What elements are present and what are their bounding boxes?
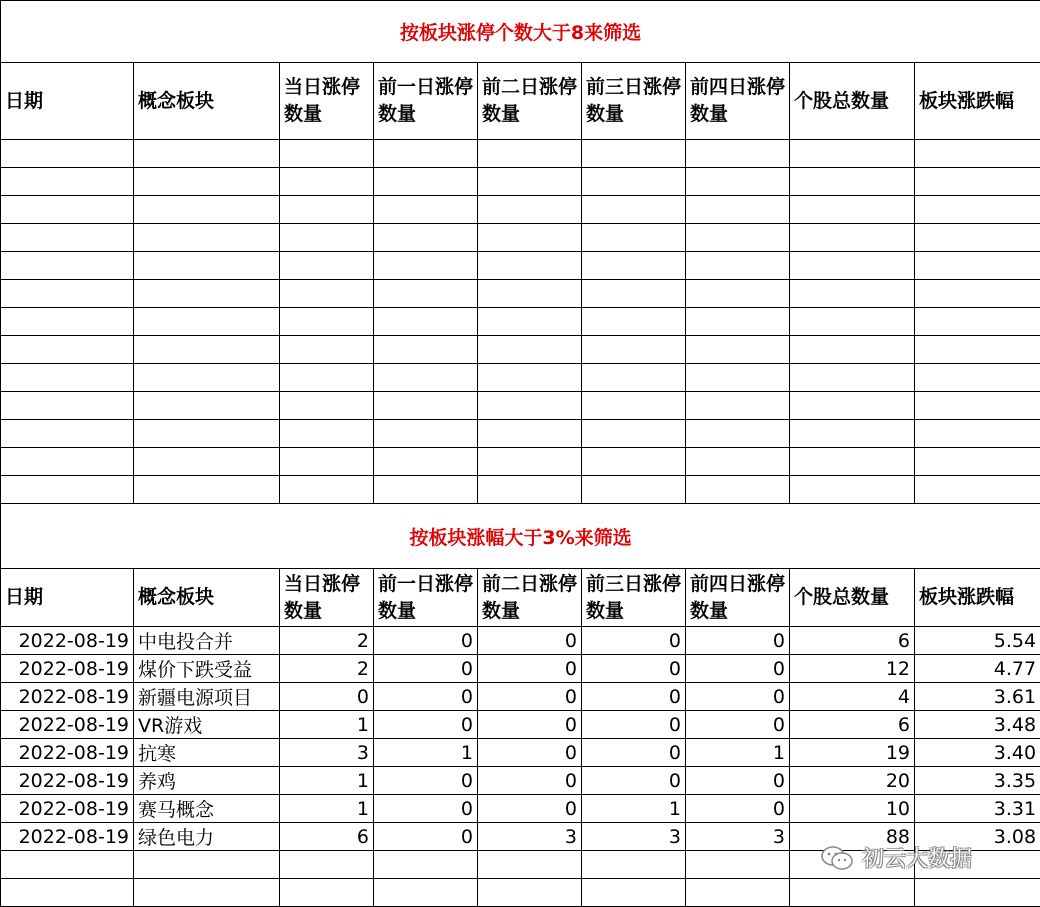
empty-row: [1, 420, 1040, 448]
table-row: [1, 711, 1040, 739]
empty-cell[interactable]: [478, 392, 582, 420]
empty-cell[interactable]: [134, 140, 280, 168]
empty-cell[interactable]: [280, 476, 374, 504]
empty-cell[interactable]: [915, 140, 1040, 168]
cell-limitup-d1[interactable]: 0: [374, 767, 478, 795]
empty-cell[interactable]: [280, 364, 374, 392]
empty-cell[interactable]: [915, 196, 1040, 224]
empty-cell[interactable]: [134, 196, 280, 224]
cell-limitup-d4[interactable]: 1: [686, 739, 790, 767]
empty-cell[interactable]: [134, 364, 280, 392]
cell-change-pct[interactable]: 3.31: [915, 795, 1040, 823]
empty-cell[interactable]: [374, 851, 478, 879]
empty-cell[interactable]: [790, 168, 915, 196]
empty-cell[interactable]: [686, 252, 790, 280]
empty-cell[interactable]: [134, 168, 280, 196]
empty-cell[interactable]: [790, 336, 915, 364]
cell-date[interactable]: 2022-08-19: [1, 739, 134, 767]
cell-limitup-d1[interactable]: 1: [374, 739, 478, 767]
cell-concept[interactable]: 绿色电力: [134, 823, 280, 851]
cell-limitup-today[interactable]: 0: [280, 683, 374, 711]
empty-row: [1, 392, 1040, 420]
empty-cell[interactable]: [478, 851, 582, 879]
empty-cell[interactable]: [280, 308, 374, 336]
cell-stock-count[interactable]: 6: [790, 711, 915, 739]
empty-cell[interactable]: [478, 252, 582, 280]
empty-cell[interactable]: [1, 252, 134, 280]
empty-cell[interactable]: [915, 280, 1040, 308]
empty-cell[interactable]: [280, 224, 374, 252]
empty-cell[interactable]: [915, 476, 1040, 504]
empty-row: [1, 879, 1040, 907]
cell-change-pct[interactable]: 3.08: [915, 823, 1040, 851]
cell-concept[interactable]: 抗寒: [134, 739, 280, 767]
empty-cell[interactable]: [280, 448, 374, 476]
empty-cell[interactable]: [582, 168, 686, 196]
header-limitup-d1[interactable]: 前一日涨停数量: [374, 63, 478, 140]
table-row: [1, 683, 1040, 711]
cell-limitup-d3[interactable]: 0: [582, 711, 686, 739]
empty-cell[interactable]: [1, 168, 134, 196]
empty-row: [1, 476, 1040, 504]
cell-limitup-d4[interactable]: 0: [686, 711, 790, 739]
cell-limitup-d4[interactable]: 0: [686, 795, 790, 823]
cell-limitup-d4[interactable]: 0: [686, 683, 790, 711]
cell-limitup-d4[interactable]: 0: [686, 767, 790, 795]
empty-cell[interactable]: [686, 140, 790, 168]
cell-limitup-today[interactable]: 1: [280, 767, 374, 795]
empty-row: [1, 364, 1040, 392]
cell-date[interactable]: 2022-08-19: [1, 711, 134, 739]
empty-row: [1, 168, 1040, 196]
table-row: [1, 627, 1040, 655]
empty-cell[interactable]: [1, 879, 134, 907]
header-limitup-d4[interactable]: 前四日涨停数量: [686, 63, 790, 140]
empty-cell[interactable]: [374, 476, 478, 504]
empty-cell[interactable]: [582, 280, 686, 308]
header-concept[interactable]: 概念板块: [134, 569, 280, 627]
cell-limitup-today[interactable]: 1: [280, 711, 374, 739]
cell-concept[interactable]: VR游戏: [134, 711, 280, 739]
empty-cell[interactable]: [790, 140, 915, 168]
empty-cell[interactable]: [1, 392, 134, 420]
empty-cell[interactable]: [280, 879, 374, 907]
section1-header-row: [1, 63, 1040, 140]
cell-limitup-d2[interactable]: 0: [478, 795, 582, 823]
empty-cell[interactable]: [280, 336, 374, 364]
empty-cell[interactable]: [686, 879, 790, 907]
empty-cell[interactable]: [1, 420, 134, 448]
empty-cell[interactable]: [280, 140, 374, 168]
empty-cell[interactable]: [134, 336, 280, 364]
empty-cell[interactable]: [686, 851, 790, 879]
section2-header-row: [1, 569, 1040, 627]
cell-limitup-d2[interactable]: 3: [478, 823, 582, 851]
empty-cell[interactable]: [280, 420, 374, 448]
empty-cell[interactable]: [790, 224, 915, 252]
header-limitup-d3[interactable]: 前三日涨停数量: [582, 569, 686, 627]
empty-cell[interactable]: [134, 308, 280, 336]
cell-change-pct[interactable]: 3.40: [915, 739, 1040, 767]
empty-cell[interactable]: [280, 252, 374, 280]
cell-concept[interactable]: 中电投合并: [134, 627, 280, 655]
empty-cell[interactable]: [374, 420, 478, 448]
table-row: [1, 655, 1040, 683]
empty-cell[interactable]: [374, 392, 478, 420]
empty-cell[interactable]: [374, 252, 478, 280]
empty-row: [1, 196, 1040, 224]
empty-cell[interactable]: [582, 420, 686, 448]
cell-limitup-d2[interactable]: 0: [478, 655, 582, 683]
empty-cell[interactable]: [686, 224, 790, 252]
cell-limitup-d4[interactable]: 0: [686, 655, 790, 683]
cell-stock-count[interactable]: 10: [790, 795, 915, 823]
empty-cell[interactable]: [134, 420, 280, 448]
section1-title[interactable]: 按板块涨停个数大于8来筛选: [1, 1, 1040, 63]
empty-cell[interactable]: [478, 140, 582, 168]
empty-cell[interactable]: [1, 851, 134, 879]
empty-cell[interactable]: [582, 851, 686, 879]
empty-cell[interactable]: [374, 364, 478, 392]
cell-limitup-d4[interactable]: 3: [686, 823, 790, 851]
header-limitup-d3[interactable]: 前三日涨停数量: [582, 63, 686, 140]
empty-cell[interactable]: [478, 364, 582, 392]
empty-cell[interactable]: [1, 448, 134, 476]
empty-cell[interactable]: [790, 308, 915, 336]
cell-limitup-d2[interactable]: 0: [478, 683, 582, 711]
cell-concept[interactable]: 养鸡: [134, 767, 280, 795]
cell-change-pct[interactable]: 3.35: [915, 767, 1040, 795]
empty-cell[interactable]: [280, 280, 374, 308]
empty-cell[interactable]: [582, 448, 686, 476]
empty-cell[interactable]: [686, 168, 790, 196]
cell-date[interactable]: 2022-08-19: [1, 655, 134, 683]
empty-cell[interactable]: [686, 308, 790, 336]
empty-cell[interactable]: [374, 168, 478, 196]
empty-cell[interactable]: [790, 476, 915, 504]
empty-cell[interactable]: [374, 308, 478, 336]
header-limitup-d2[interactable]: 前二日涨停数量: [478, 63, 582, 140]
cell-limitup-d1[interactable]: 0: [374, 823, 478, 851]
header-limitup-d1[interactable]: 前一日涨停数量: [374, 569, 478, 627]
empty-cell[interactable]: [478, 448, 582, 476]
empty-cell[interactable]: [582, 308, 686, 336]
empty-row: [1, 308, 1040, 336]
empty-row: [1, 252, 1040, 280]
cell-stock-count[interactable]: 6: [790, 627, 915, 655]
empty-cell[interactable]: [915, 224, 1040, 252]
cell-limitup-d3[interactable]: 0: [582, 739, 686, 767]
cell-limitup-d3[interactable]: 0: [582, 767, 686, 795]
empty-cell[interactable]: [374, 224, 478, 252]
empty-cell[interactable]: [1, 224, 134, 252]
empty-cell[interactable]: [478, 476, 582, 504]
wechat-icon: [820, 845, 854, 871]
cell-limitup-d3[interactable]: 3: [582, 823, 686, 851]
empty-cell[interactable]: [915, 168, 1040, 196]
watermark-text: 初云大数据: [862, 842, 972, 873]
empty-cell[interactable]: [915, 308, 1040, 336]
empty-cell[interactable]: [134, 851, 280, 879]
empty-cell[interactable]: [686, 476, 790, 504]
empty-row: [1, 224, 1040, 252]
empty-cell[interactable]: [582, 476, 686, 504]
empty-cell[interactable]: [478, 308, 582, 336]
empty-cell[interactable]: [915, 336, 1040, 364]
cell-limitup-today[interactable]: 2: [280, 627, 374, 655]
cell-limitup-d1[interactable]: 0: [374, 683, 478, 711]
empty-cell[interactable]: [582, 140, 686, 168]
cell-concept[interactable]: 赛马概念: [134, 795, 280, 823]
empty-row: [1, 140, 1040, 168]
cell-change-pct[interactable]: 5.54: [915, 627, 1040, 655]
empty-cell[interactable]: [1, 336, 134, 364]
empty-cell[interactable]: [915, 420, 1040, 448]
empty-row: [1, 280, 1040, 308]
cell-limitup-d3[interactable]: 0: [582, 655, 686, 683]
empty-cell[interactable]: [374, 140, 478, 168]
empty-cell[interactable]: [582, 392, 686, 420]
header-change-pct[interactable]: 板块涨跌幅: [915, 63, 1040, 140]
empty-cell[interactable]: [478, 879, 582, 907]
cell-limitup-d1[interactable]: 0: [374, 655, 478, 683]
cell-limitup-today[interactable]: 6: [280, 823, 374, 851]
cell-date[interactable]: 2022-08-19: [1, 767, 134, 795]
cell-limitup-d2[interactable]: 0: [478, 739, 582, 767]
empty-row: [1, 336, 1040, 364]
table-row: [1, 739, 1040, 767]
empty-cell[interactable]: [686, 280, 790, 308]
empty-cell[interactable]: [134, 252, 280, 280]
header-date[interactable]: 日期: [1, 63, 134, 140]
cell-concept[interactable]: 新疆电源项目: [134, 683, 280, 711]
empty-cell[interactable]: [686, 392, 790, 420]
cell-limitup-d2[interactable]: 0: [478, 627, 582, 655]
empty-cell[interactable]: [374, 196, 478, 224]
empty-cell[interactable]: [478, 280, 582, 308]
empty-cell[interactable]: [1, 308, 134, 336]
empty-cell[interactable]: [686, 364, 790, 392]
empty-row: [1, 448, 1040, 476]
header-change-pct[interactable]: 板块涨跌幅: [915, 569, 1040, 627]
empty-cell[interactable]: [478, 420, 582, 448]
empty-cell[interactable]: [478, 224, 582, 252]
empty-cell[interactable]: [1, 364, 134, 392]
empty-cell[interactable]: [582, 196, 686, 224]
empty-cell[interactable]: [1, 476, 134, 504]
empty-cell[interactable]: [1, 196, 134, 224]
empty-cell[interactable]: [1, 280, 134, 308]
empty-cell[interactable]: [134, 476, 280, 504]
empty-cell[interactable]: [790, 448, 915, 476]
empty-cell[interactable]: [134, 448, 280, 476]
cell-stock-count[interactable]: 19: [790, 739, 915, 767]
empty-cell[interactable]: [374, 448, 478, 476]
cell-date[interactable]: 2022-08-19: [1, 683, 134, 711]
empty-cell[interactable]: [280, 196, 374, 224]
empty-cell[interactable]: [478, 196, 582, 224]
empty-cell[interactable]: [280, 168, 374, 196]
cell-limitup-d3[interactable]: 0: [582, 627, 686, 655]
cell-limitup-today[interactable]: 1: [280, 795, 374, 823]
empty-cell[interactable]: [915, 252, 1040, 280]
empty-cell[interactable]: [686, 448, 790, 476]
table-row: [1, 767, 1040, 795]
empty-cell[interactable]: [582, 336, 686, 364]
empty-cell[interactable]: [134, 392, 280, 420]
empty-cell[interactable]: [790, 280, 915, 308]
header-stock-count[interactable]: 个股总数量: [790, 569, 915, 627]
cell-limitup-today[interactable]: 3: [280, 739, 374, 767]
header-limitup-today[interactable]: 当日涨停数量: [280, 63, 374, 140]
empty-cell[interactable]: [134, 224, 280, 252]
empty-cell[interactable]: [790, 196, 915, 224]
table-row: [1, 795, 1040, 823]
cell-change-pct[interactable]: 3.61: [915, 683, 1040, 711]
empty-cell[interactable]: [915, 364, 1040, 392]
cell-stock-count[interactable]: 20: [790, 767, 915, 795]
empty-cell[interactable]: [915, 448, 1040, 476]
empty-cell[interactable]: [915, 392, 1040, 420]
cell-limitup-d3[interactable]: 1: [582, 795, 686, 823]
header-limitup-today[interactable]: 当日涨停数量: [280, 569, 374, 627]
empty-cell[interactable]: [790, 364, 915, 392]
empty-cell[interactable]: [134, 879, 280, 907]
cell-stock-count[interactable]: 12: [790, 655, 915, 683]
empty-cell[interactable]: [686, 196, 790, 224]
section2-title[interactable]: 按板块涨幅大于3%来筛选: [1, 504, 1040, 569]
header-date[interactable]: 日期: [1, 569, 134, 627]
header-limitup-d2[interactable]: 前二日涨停数量: [478, 569, 582, 627]
empty-cell[interactable]: [374, 280, 478, 308]
cell-limitup-d2[interactable]: 0: [478, 767, 582, 795]
cell-limitup-d1[interactable]: 0: [374, 711, 478, 739]
empty-cell[interactable]: [374, 879, 478, 907]
watermark: [820, 842, 972, 873]
empty-cell[interactable]: [790, 879, 915, 907]
empty-cell[interactable]: [582, 364, 686, 392]
empty-cell[interactable]: [582, 224, 686, 252]
cell-limitup-today[interactable]: 2: [280, 655, 374, 683]
empty-cell[interactable]: [280, 392, 374, 420]
cell-limitup-d1[interactable]: 0: [374, 795, 478, 823]
cell-date[interactable]: 2022-08-19: [1, 795, 134, 823]
empty-cell[interactable]: [582, 252, 686, 280]
cell-limitup-d3[interactable]: 0: [582, 683, 686, 711]
cell-limitup-d2[interactable]: 0: [478, 711, 582, 739]
empty-cell[interactable]: [478, 168, 582, 196]
empty-cell[interactable]: [790, 420, 915, 448]
empty-cell[interactable]: [790, 252, 915, 280]
empty-cell[interactable]: [374, 336, 478, 364]
empty-cell[interactable]: [686, 336, 790, 364]
cell-change-pct[interactable]: 4.77: [915, 655, 1040, 683]
cell-date[interactable]: 2022-08-19: [1, 823, 134, 851]
cell-concept[interactable]: 煤价下跌受益: [134, 655, 280, 683]
cell-change-pct[interactable]: 3.48: [915, 711, 1040, 739]
cell-stock-count[interactable]: 4: [790, 683, 915, 711]
empty-cell[interactable]: [280, 851, 374, 879]
empty-cell[interactable]: [1, 140, 134, 168]
cell-date[interactable]: 2022-08-19: [1, 627, 134, 655]
header-limitup-d4[interactable]: 前四日涨停数量: [686, 569, 790, 627]
cell-limitup-d4[interactable]: 0: [686, 627, 790, 655]
cell-stock-count[interactable]: 88: [790, 823, 915, 851]
header-stock-count[interactable]: 个股总数量: [790, 63, 915, 140]
empty-cell[interactable]: [686, 420, 790, 448]
header-concept[interactable]: 概念板块: [134, 63, 280, 140]
empty-cell[interactable]: [790, 392, 915, 420]
empty-cell[interactable]: [915, 879, 1040, 907]
empty-cell[interactable]: [134, 280, 280, 308]
cell-limitup-d1[interactable]: 0: [374, 627, 478, 655]
empty-cell[interactable]: [478, 336, 582, 364]
empty-cell[interactable]: [582, 879, 686, 907]
